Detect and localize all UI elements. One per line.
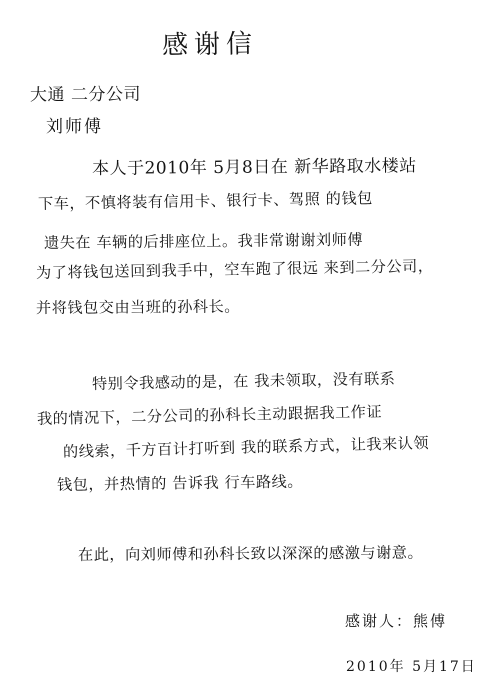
closing-line: 在此，向刘师傅和孙科长致以深深的感激与谢意。 <box>77 543 424 564</box>
body-line: 本人于2010年 5月8日在 新华路取水楼站 <box>91 156 417 179</box>
recipient-organization: 大通 二分公司 <box>29 84 141 106</box>
letter-title: 感谢信 <box>161 29 259 61</box>
body-line: 的线索，千方百计打听到 我的联系方式，让我来认领 <box>62 434 430 461</box>
body-line: 并将钱包交由当班的孙科长。 <box>35 297 240 317</box>
recipient-name: 刘师傅 <box>46 117 103 137</box>
body-line: 我的情况下，二分公司的孙科长主动跟据我工作证 <box>36 402 383 428</box>
signer: 感谢人：熊傅 <box>345 612 448 630</box>
letter-date: 2010年 5月17日 <box>346 659 477 675</box>
body-line: 下车，不慎将装有信用卡、银行卡、驾照 的钱包 <box>37 189 373 213</box>
body-line: 特别令我感动的是，在 我未领取，没有联系 <box>91 369 396 393</box>
body-line: 遗失在 车辆的后排座位上。我非常谢谢刘师傅 <box>43 230 364 252</box>
body-line: 钱包，并热情的 告诉我 行车路线。 <box>56 472 304 494</box>
body-line: 为了将钱包送回到我手中，空车跑了很远 来到二分公司， <box>35 257 434 282</box>
